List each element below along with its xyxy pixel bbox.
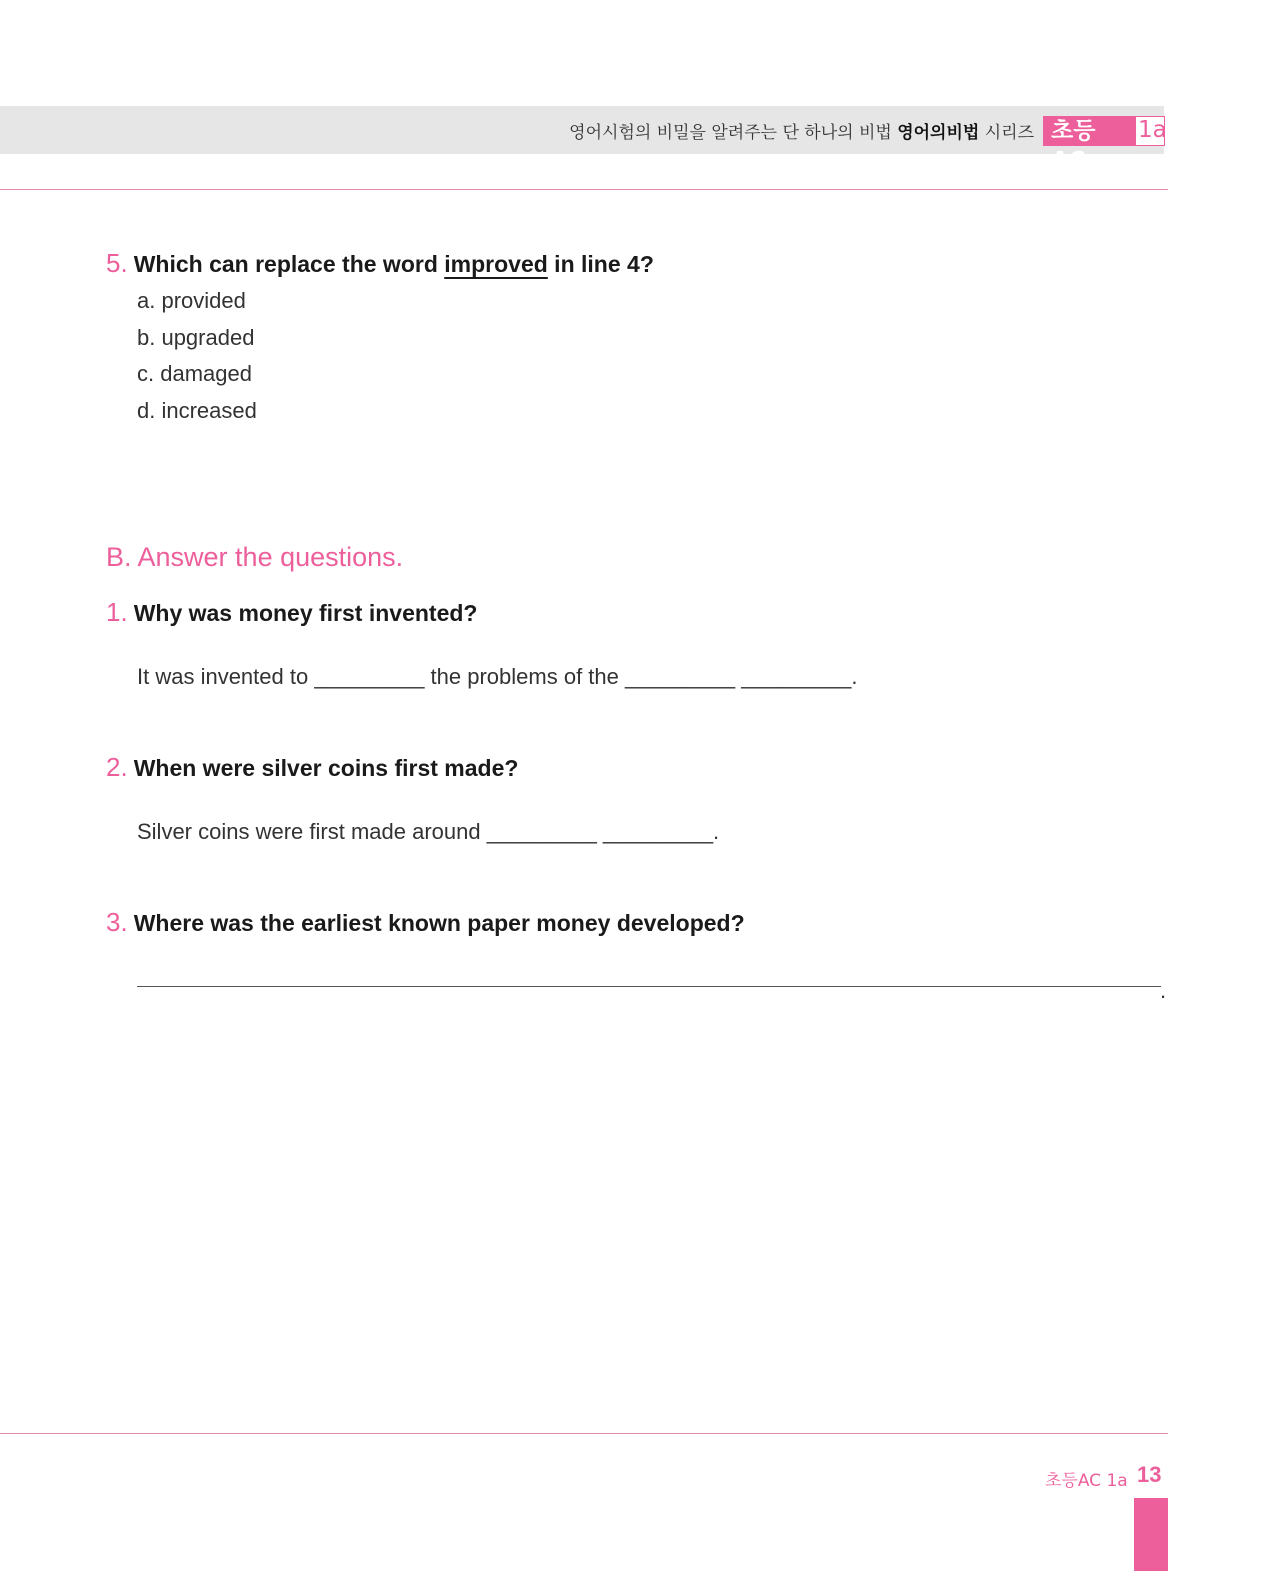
- answer-line-1[interactable]: It was invented to _________ the problems of the _________ _________.: [137, 664, 858, 689]
- badge-main: 초등AC: [1043, 116, 1135, 146]
- question-text: When were silver coins first made?: [133, 755, 519, 781]
- underlined-word: improved: [444, 251, 548, 277]
- book-badge: [1043, 116, 1167, 174]
- answer-line-2[interactable]: Silver coins were first made around _________ _________.: [137, 819, 720, 844]
- answer-line-3-period: .: [1160, 978, 1167, 1003]
- option-d: d. increased: [137, 398, 257, 423]
- header-rule: [0, 189, 1168, 190]
- question-5: [106, 248, 654, 279]
- question-number: 1.: [106, 597, 128, 627]
- page-tab: [1134, 1498, 1168, 1571]
- series-tagline: [569, 118, 1034, 143]
- question-number: 2.: [106, 752, 128, 782]
- section-title: B. Answer the questions.: [106, 542, 404, 572]
- tagline-text: 영어시험의 비밀을 알려주는 단 하나의 비법: [569, 123, 898, 143]
- question-text-end: in line 4?: [547, 251, 654, 277]
- answer-line-3[interactable]: [137, 986, 1161, 987]
- option-a: a. provided: [137, 288, 246, 313]
- option-b: b. upgraded: [137, 325, 255, 350]
- tagline-bold: 영어의비법: [897, 123, 980, 143]
- option-c: c. damaged: [137, 361, 252, 386]
- badge-sub: 1a: [1135, 116, 1165, 146]
- tagline-end: 시리즈: [979, 123, 1034, 143]
- question-b3: [106, 907, 745, 938]
- question-number: 5.: [106, 248, 128, 278]
- page-number: 13: [1137, 1462, 1162, 1487]
- question-text: Why was money first invented?: [133, 600, 478, 626]
- question-text: Where was the earliest known paper money developed?: [133, 910, 745, 936]
- question-b1: [106, 597, 477, 628]
- footer-book-title: 초등AC 1a: [1045, 1471, 1128, 1491]
- question-number: 3.: [106, 907, 128, 937]
- question-text: Which can replace the word: [133, 251, 445, 277]
- footer-rule: [0, 1433, 1168, 1434]
- question-b2: [106, 752, 518, 783]
